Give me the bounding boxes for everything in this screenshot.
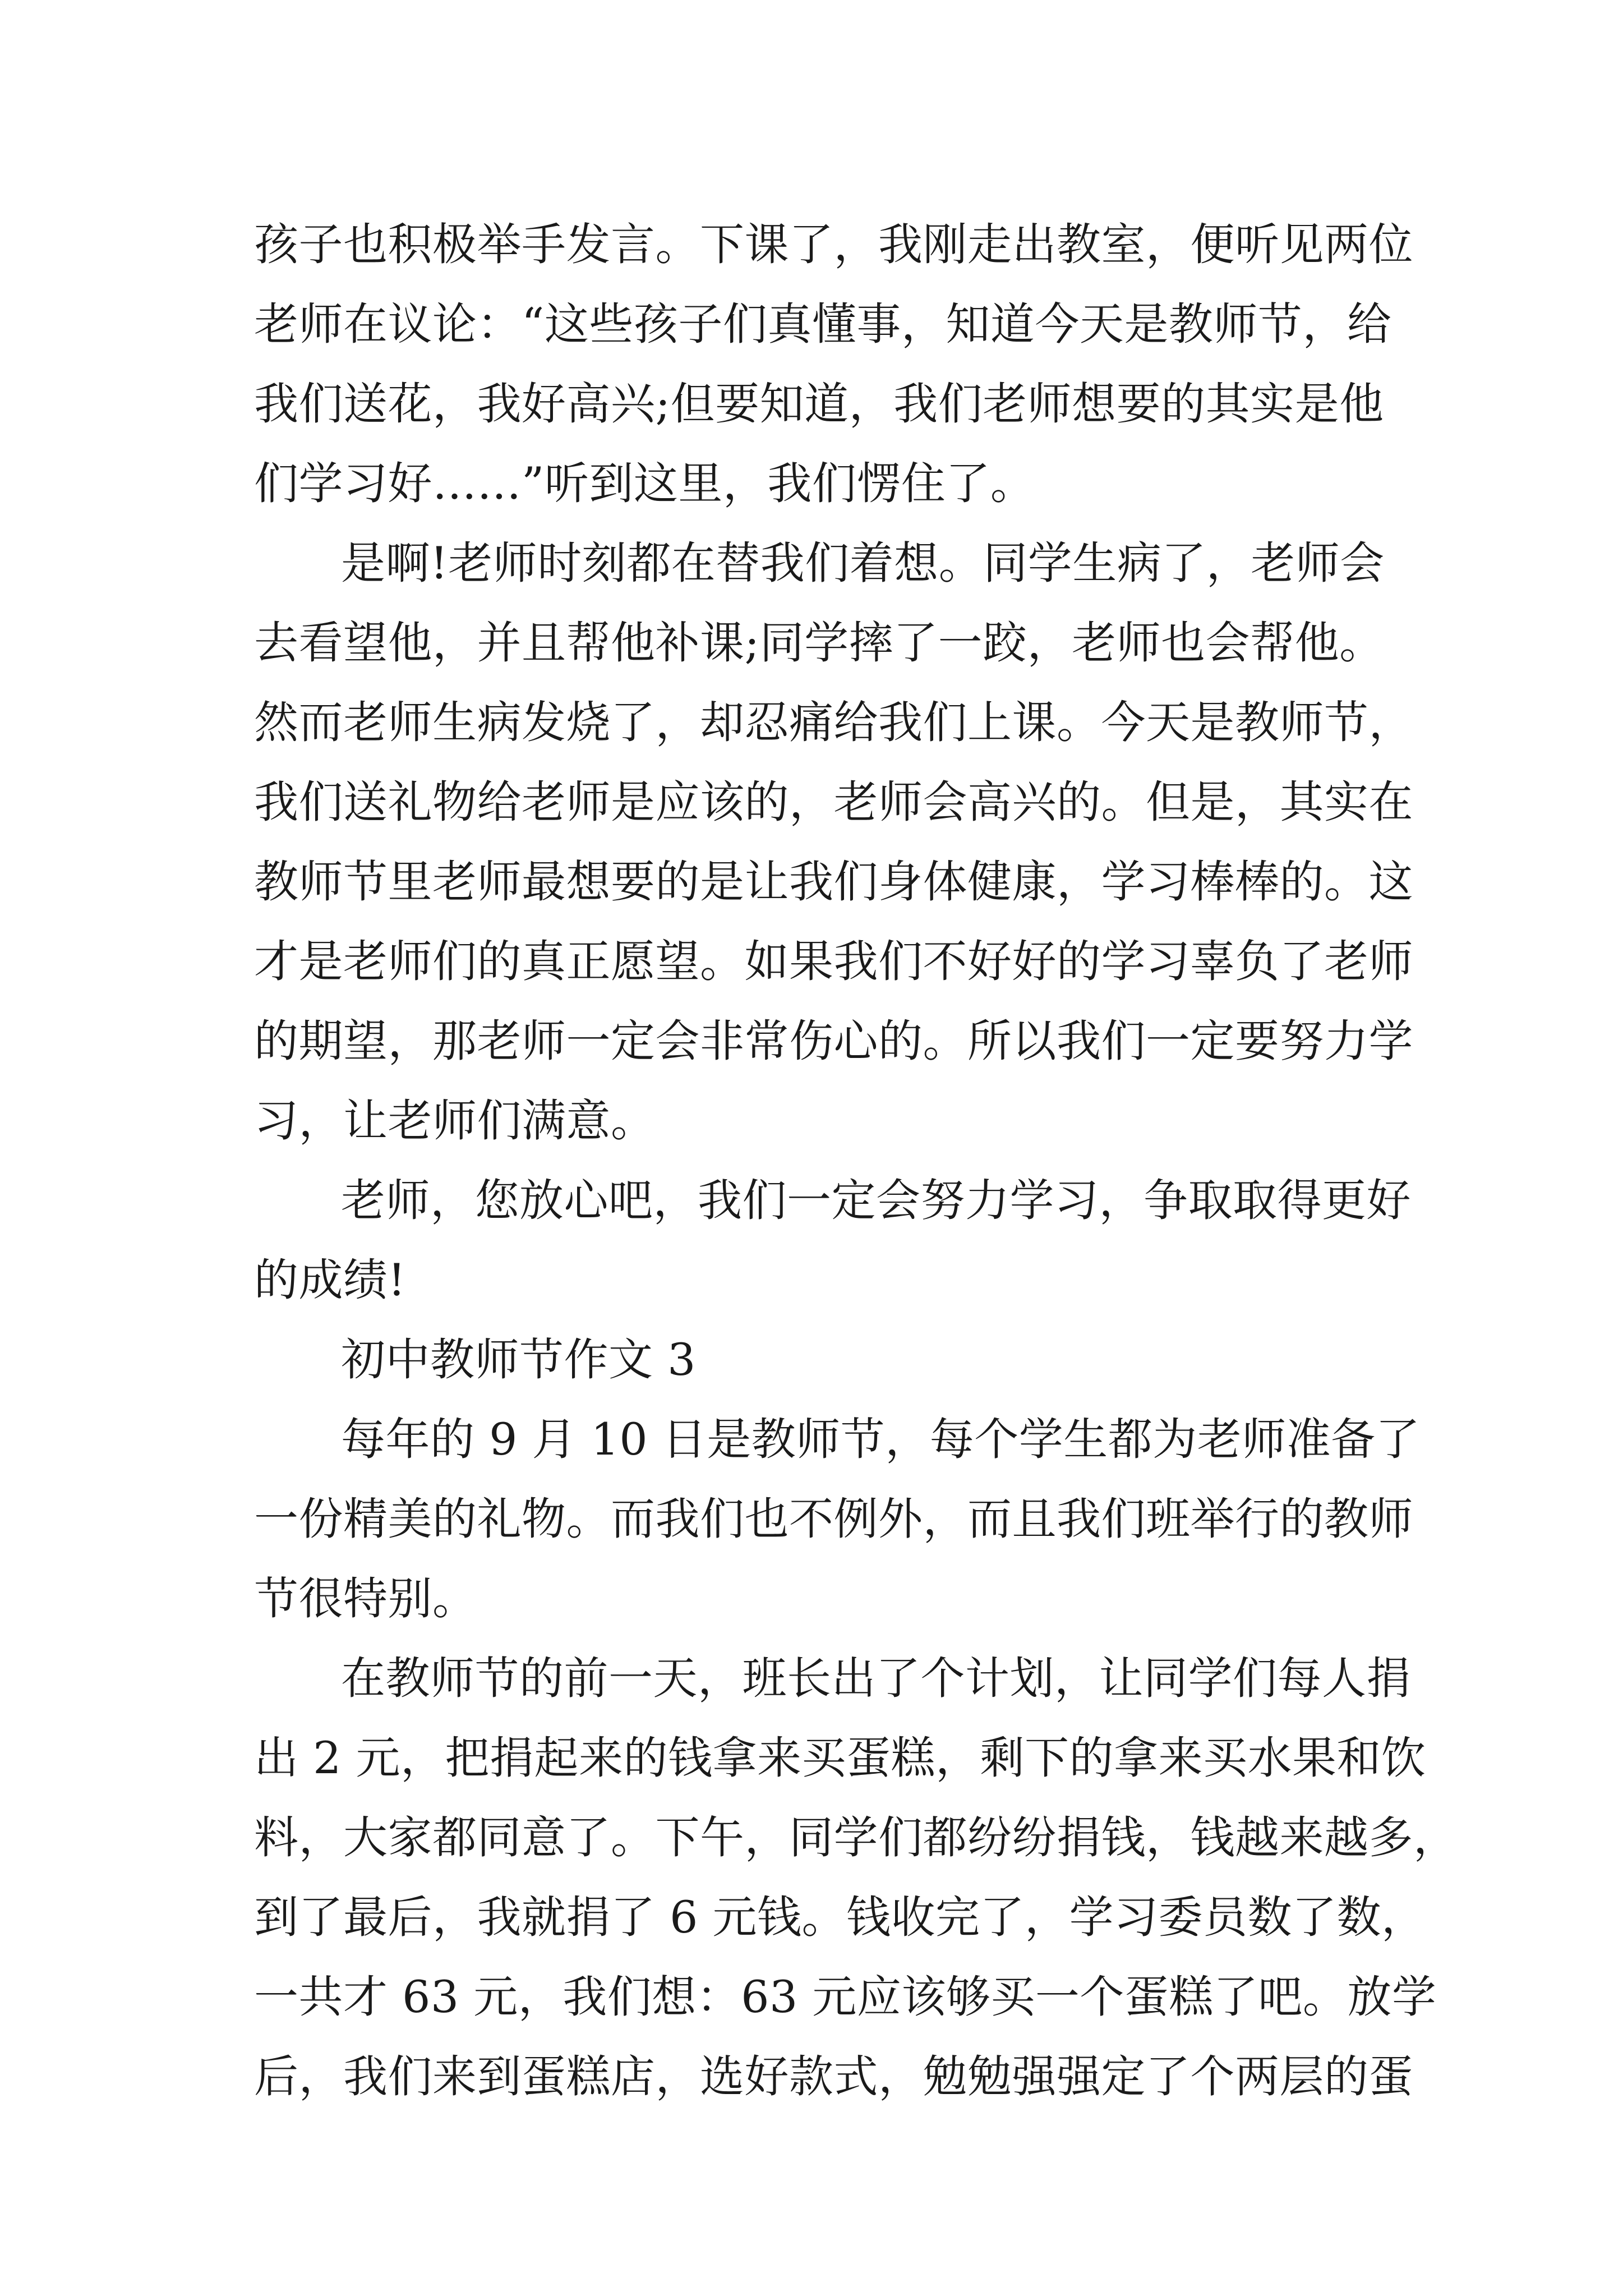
text-line: 一份精美的礼物。而我们也不例外，而且我们班举行的教师 — [254, 1493, 1413, 1545]
text-line: 们学习好……”听到这里，我们愣住了。 — [254, 458, 1035, 509]
text-line: 去看望他，并且帮他补课;同学摔了一跤，老师也会帮他。 — [254, 617, 1384, 669]
section-heading: 初中教师节作文 3 — [341, 1334, 696, 1386]
text-line: 习，让老师们满意。 — [254, 1095, 656, 1147]
text-line: 老师在议论：“这些孩子们真懂事，知道今天是教师节，给 — [254, 298, 1392, 350]
text-line: 然而老师生病发烧了，却忍痛给我们上课。今天是教师节， — [254, 697, 1413, 748]
text-line: 料，大家都同意了。下午，同学们都纷纷捐钱，钱越来越多， — [254, 1812, 1458, 1864]
text-line: 每年的 9 月 10 日是教师节，每个学生都为老师准备了 — [341, 1414, 1421, 1465]
text-line: 出 2 元，把捐起来的钱拿来买蛋糕，剩下的拿来买水果和饮 — [254, 1732, 1426, 1784]
text-line: 一共才 63 元，我们想：63 元应该够买一个蛋糕了吧。放学 — [254, 1971, 1437, 2023]
text-line: 才是老师们的真正愿望。如果我们不好好的学习辜负了老师 — [254, 936, 1413, 987]
text-line: 教师节里老师最想要的是让我们身体健康，学习棒棒的。这 — [254, 856, 1413, 908]
text-line: 的成绩! — [254, 1254, 406, 1306]
text-line: 我们送礼物给老师是应该的，老师会高兴的。但是，其实在 — [254, 776, 1413, 828]
text-line: 孩子也积极举手发言。下课了，我刚走出教室，便听见两位 — [254, 219, 1413, 270]
text-line: 节很特别。 — [254, 1573, 477, 1625]
text-line: 我们送花，我好高兴;但要知道，我们老师想要的其实是他 — [254, 378, 1384, 430]
text-line: 的期望，那老师一定会非常伤心的。所以我们一定要努力学 — [254, 1015, 1413, 1067]
text-line: 在教师节的前一天，班长出了个计划，让同学们每人捐 — [341, 1653, 1411, 1704]
text-line: 后，我们来到蛋糕店，选好款式，勉勉强强定了个两层的蛋 — [254, 2051, 1413, 2102]
text-line: 到了最后，我就捐了 6 元钱。钱收完了，学习委员数了数， — [254, 1892, 1426, 1943]
text-line: 老师，您放心吧，我们一定会努力学习，争取取得更好 — [341, 1175, 1411, 1226]
text-line: 是啊!老师时刻都在替我们着想。同学生病了，老师会 — [341, 537, 1385, 589]
